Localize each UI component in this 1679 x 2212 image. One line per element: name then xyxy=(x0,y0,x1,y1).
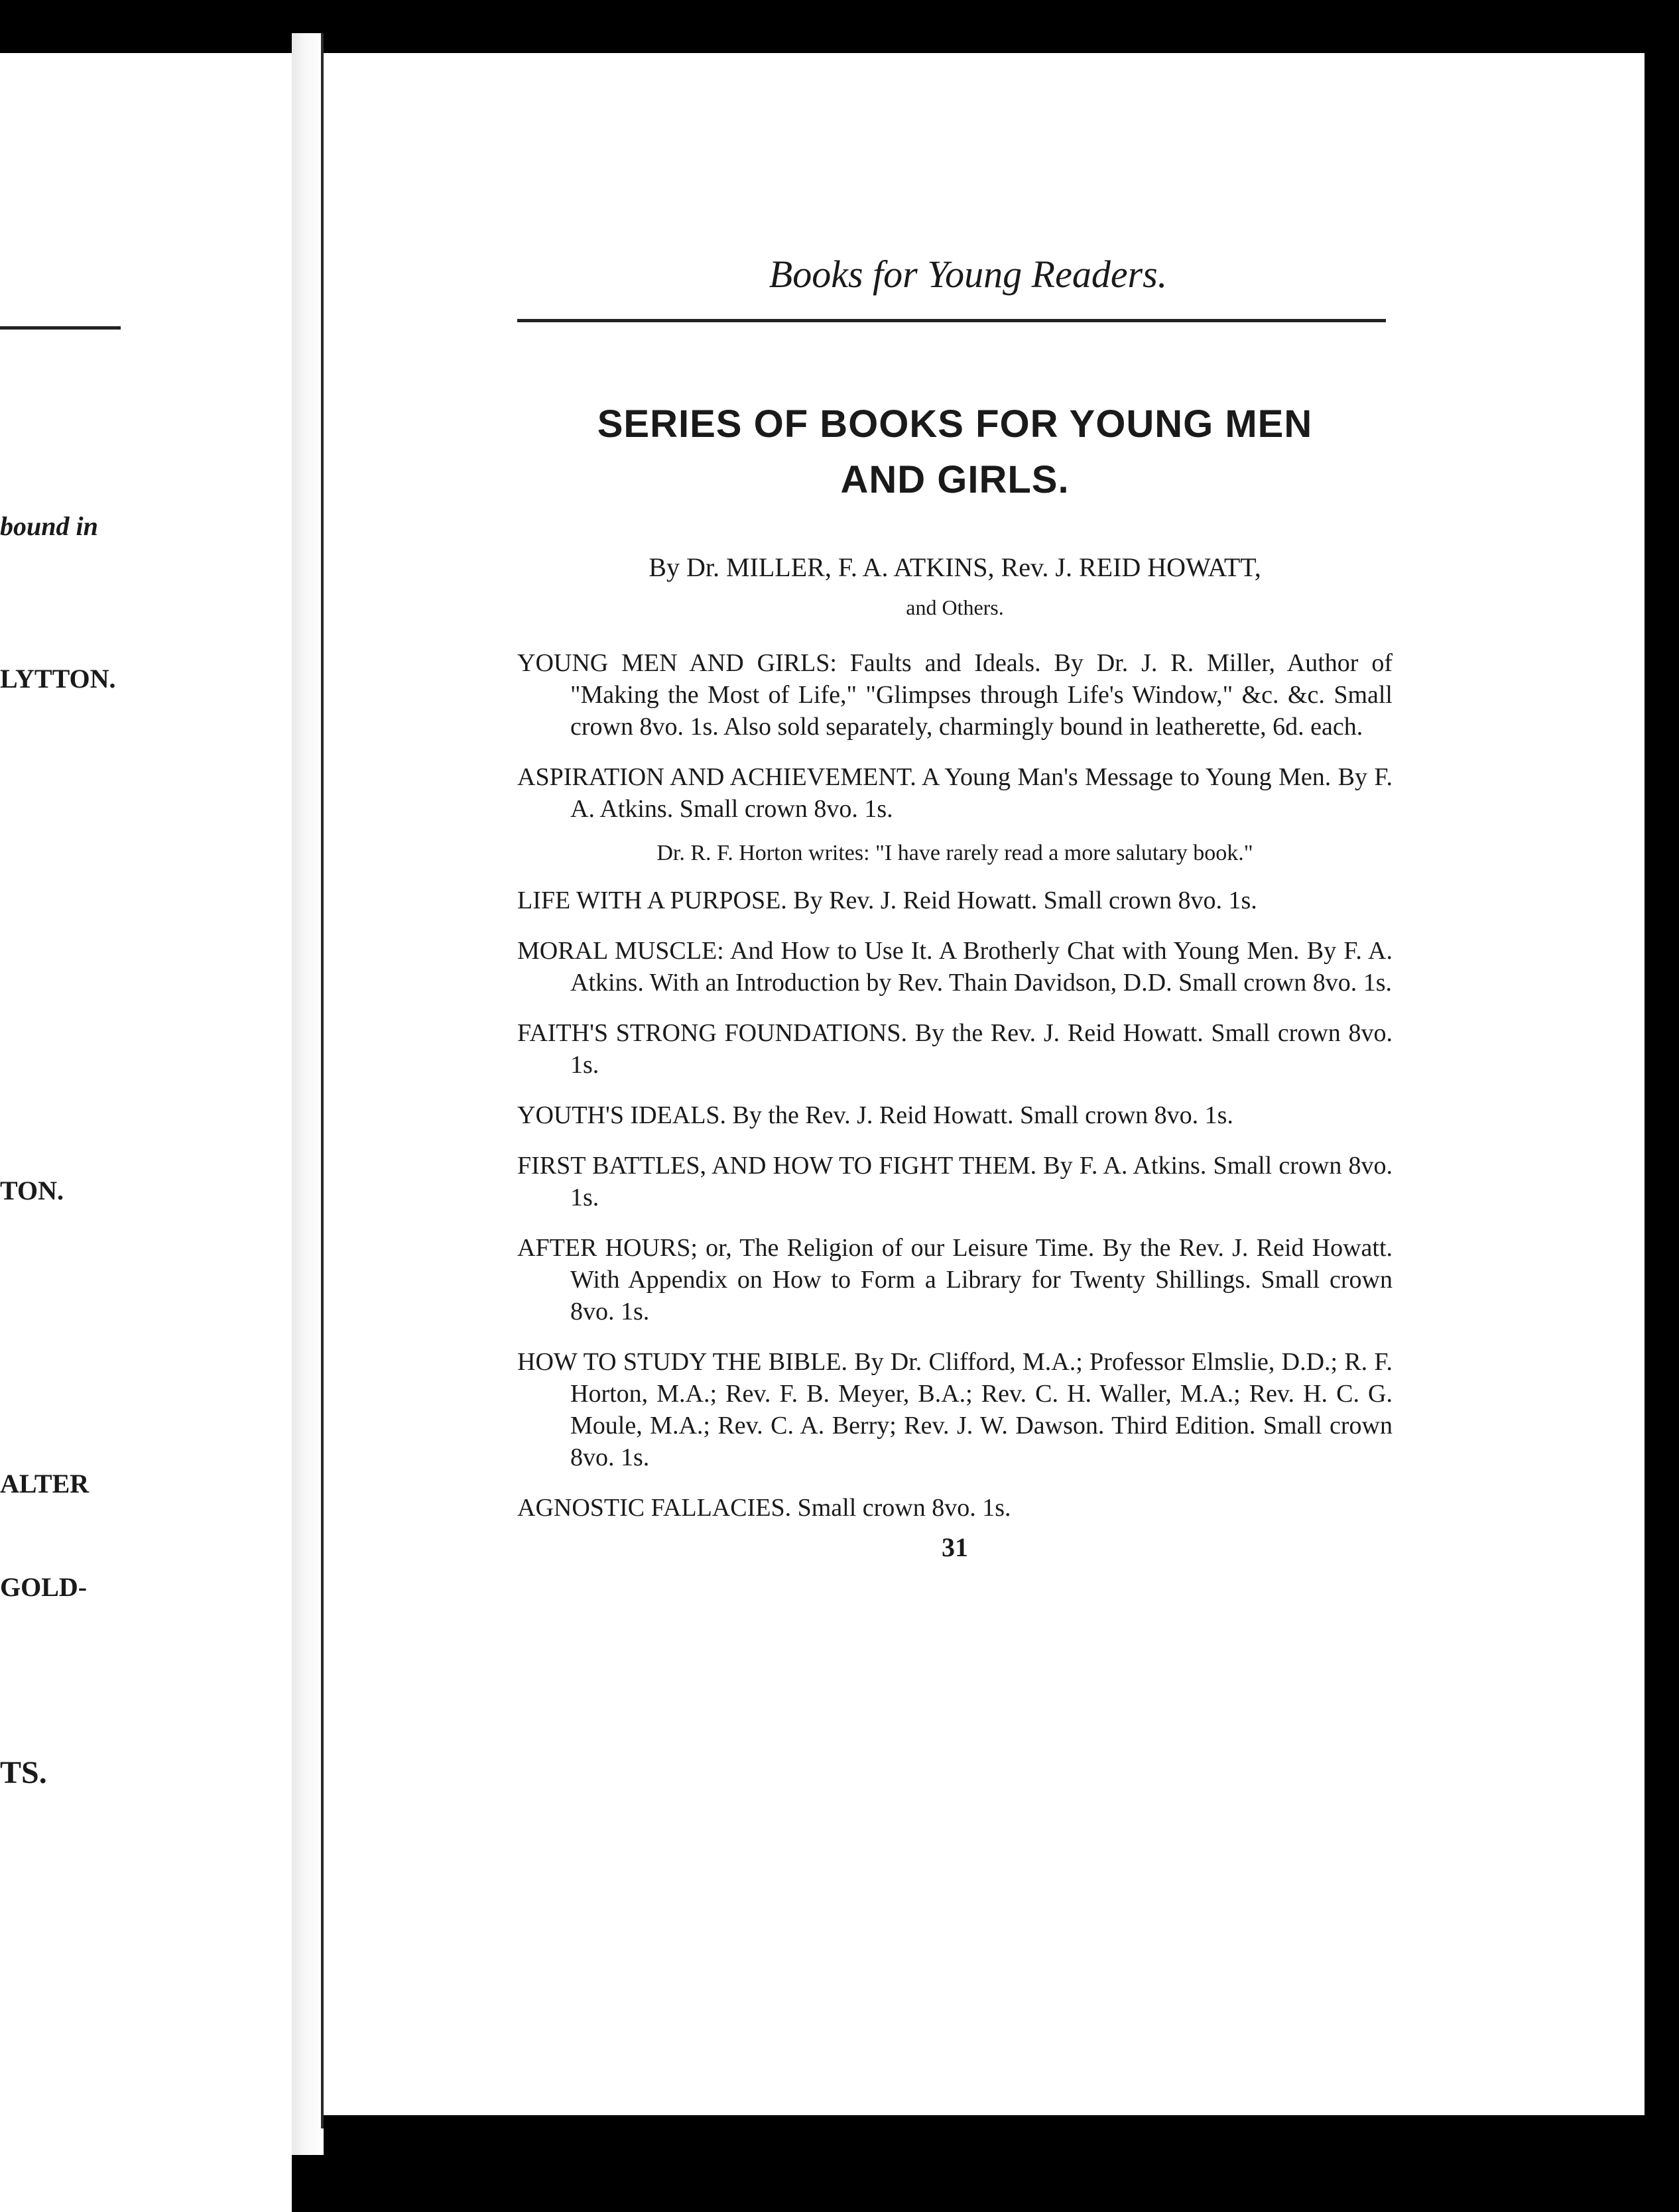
book-entry: FIRST BATTLES, AND HOW TO FIGHT THEM. By F. A. Atkins. Small crown 8vo. 1s. xyxy=(517,1152,1393,1211)
book-entry: YOUTH'S IDEALS. By the Rev. J. Reid Howatt. Small crown 8vo. 1s. xyxy=(517,1101,1233,1129)
book-entry: ASPIRATION AND ACHIEVEMENT. A Young Man's Message to Young Men. By F. A. Atkins. Small crown 8vo. 1s. xyxy=(517,763,1393,823)
facing-page-fragment: TS. xyxy=(0,1755,47,1790)
catalogue-page xyxy=(517,252,1393,1563)
book-entry: YOUNG MEN AND GIRLS: Faults and Ideals. By Dr. J. R. Miller, Author of "Making the Most of Life," "Glimpses through Life's Window," &c. &c. Small crown 8vo. 1s. Also sold separately, charmingly bound in leatherette, 6d. each. xyxy=(517,649,1393,741)
byline-others: and Others. xyxy=(906,595,1004,619)
byline xyxy=(517,548,1393,627)
head-rule xyxy=(517,319,1386,322)
page-number: 31 xyxy=(942,1532,968,1562)
running-head: Books for Young Readers. xyxy=(769,253,1168,296)
series-title-line: AND GIRLS. xyxy=(840,458,1070,501)
facing-page-rule xyxy=(0,326,121,330)
scan-border-bottom xyxy=(292,2115,1679,2212)
book-entry: MORAL MUSCLE: And How to Use It. A Brotherly Chat with Young Men. By F. A. Atkins. With an Introduction by Rev. Thain Davidson, D.D. Small crown 8vo. 1s. xyxy=(517,937,1393,997)
book-entry: FAITH'S STRONG FOUNDATIONS. By the Rev. J. Reid Howatt. Small crown 8vo. 1s. xyxy=(517,1019,1393,1079)
byline-authors: By Dr. MILLER, F. A. ATKINS, Rev. J. REID HOWATT, xyxy=(649,552,1261,582)
facing-page-fragment: LYTTON. xyxy=(0,664,116,694)
facing-page-fragment: GOLD- xyxy=(0,1572,88,1602)
review-quote: Dr. R. F. Horton writes: "I have rarely read a more salutary book." xyxy=(656,841,1253,865)
facing-page-fragment: bound in xyxy=(0,511,98,541)
series-title-line: SERIES OF BOOKS FOR YOUNG MEN xyxy=(597,402,1313,446)
book-spine xyxy=(292,33,324,2155)
facing-page-fragment: TON. xyxy=(0,1176,64,1205)
scan-border-right xyxy=(1645,0,1679,2212)
book-list xyxy=(517,647,1393,1524)
series-title xyxy=(517,397,1393,508)
scan-border-top xyxy=(0,0,1679,53)
facing-page-fragment: ALTER xyxy=(0,1469,90,1499)
spine-edge xyxy=(321,33,324,2128)
book-entry: LIFE WITH A PURPOSE. By Rev. J. Reid Howatt. Small crown 8vo. 1s. xyxy=(517,887,1257,914)
book-entry: AFTER HOURS; or, The Religion of our Leisure Time. By the Rev. J. Reid Howatt. With Appendix on How to Form a Library for Twenty Shillings. Small crown 8vo. 1s. xyxy=(517,1234,1393,1325)
book-entry: HOW TO STUDY THE BIBLE. By Dr. Clifford, M.A.; Professor Elmslie, D.D.; R. F. Horton, M.A.; Rev. F. B. Meyer, B.A.; Rev. C. H. Waller, M.A.; Rev. H. C. G. Moule, M.A.; Rev. C. A. Berry; Rev. J. W. Dawson. Third Edition. Small crown 8vo. 1s. xyxy=(517,1348,1393,1471)
book-entry: AGNOSTIC FALLACIES. Small crown 8vo. 1s. xyxy=(517,1494,1011,1522)
